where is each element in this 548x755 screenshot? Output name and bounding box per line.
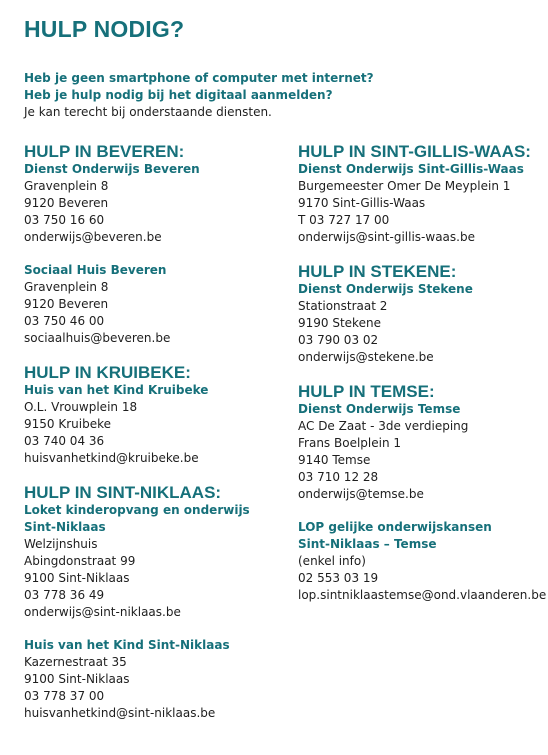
contact-block bbox=[24, 637, 286, 722]
section-heading: HULP IN TEMSE: bbox=[298, 382, 435, 401]
intro bbox=[24, 70, 524, 121]
section-hulp-in-kruibeke bbox=[24, 363, 286, 467]
address-line: Abingdonstraat 99 bbox=[24, 554, 136, 568]
email-address: huisvanhetkind@sint-niklaas.be bbox=[24, 706, 216, 720]
intro-question-help: Heb je hulp nodig bij het digitaal aanmelden? bbox=[24, 88, 333, 102]
organization-name: Huis van het Kind Sint-Niklaas bbox=[24, 638, 230, 652]
contact-block bbox=[298, 401, 544, 503]
organization-name: Dienst Onderwijs Sint-Gillis-Waas bbox=[298, 162, 524, 176]
contact-block bbox=[298, 281, 544, 366]
section-hulp-in-beveren bbox=[24, 142, 286, 347]
organization-name: Dienst Onderwijs Temse bbox=[298, 402, 461, 416]
left-column bbox=[24, 142, 286, 738]
email-address: lop.sintniklaastemse@ond.vlaanderen.be bbox=[298, 588, 547, 602]
phone-number: 03 750 16 60 bbox=[24, 213, 105, 227]
address-line: 9100 Sint-Niklaas bbox=[24, 571, 130, 585]
organization-name: Loket kinderopvang en onderwijs bbox=[24, 503, 250, 517]
contact-block bbox=[24, 161, 286, 246]
section-hulp-in-sint-gillis-waas bbox=[298, 142, 544, 246]
address-line: 9150 Kruibeke bbox=[24, 417, 111, 431]
organization-name: Huis van het Kind Kruibeke bbox=[24, 383, 209, 397]
address-line: Welzijnshuis bbox=[24, 537, 98, 551]
organization-name: Sint-Niklaas – Temse bbox=[298, 537, 437, 551]
phone-number: 03 778 36 49 bbox=[24, 588, 105, 602]
contact-block bbox=[298, 519, 547, 604]
organization-name: LOP gelijke onderwijskansen bbox=[298, 520, 492, 534]
address-line: 9120 Beveren bbox=[24, 297, 109, 311]
organization-name: Sint-Niklaas bbox=[24, 520, 106, 534]
contact-block bbox=[24, 382, 286, 467]
contact-block bbox=[298, 161, 544, 246]
contact-block bbox=[24, 502, 286, 621]
address-line: Burgemeester Omer De Meyplein 1 bbox=[298, 179, 511, 193]
organization-name: Dienst Onderwijs Stekene bbox=[298, 282, 473, 296]
address-line: 9190 Stekene bbox=[298, 316, 381, 330]
section-hulp-in-stekene bbox=[298, 262, 544, 366]
section-hulp-in-sint-niklaas bbox=[24, 483, 286, 722]
intro-question-smartphone: Heb je geen smartphone of computer met internet? bbox=[24, 71, 374, 85]
address-line: 9120 Beveren bbox=[24, 196, 109, 210]
section-heading: HULP IN SINT-NIKLAAS: bbox=[24, 483, 222, 502]
address-line: 9140 Temse bbox=[298, 453, 371, 467]
section-heading: HULP IN SINT-GILLIS-WAAS: bbox=[298, 142, 531, 161]
intro-text: Je kan terecht bij onderstaande diensten. bbox=[24, 105, 272, 119]
address-line: Kazernestraat 35 bbox=[24, 655, 127, 669]
address-line: (enkel info) bbox=[298, 554, 366, 568]
contact-block bbox=[24, 262, 286, 347]
email-address: huisvanhetkind@kruibeke.be bbox=[24, 451, 199, 465]
organization-name: Sociaal Huis Beveren bbox=[24, 263, 167, 277]
phone-number: T 03 727 17 00 bbox=[298, 213, 390, 227]
email-address: onderwijs@temse.be bbox=[298, 487, 424, 501]
phone-number: 03 790 03 02 bbox=[298, 333, 379, 347]
phone-number: 03 710 12 28 bbox=[298, 470, 379, 484]
phone-number: 02 553 03 19 bbox=[298, 571, 379, 585]
organization-name: Dienst Onderwijs Beveren bbox=[24, 162, 200, 176]
address-line: Frans Boelplein 1 bbox=[298, 436, 402, 450]
address-line: Gravenplein 8 bbox=[24, 280, 109, 294]
email-address: onderwijs@sint-niklaas.be bbox=[24, 605, 181, 619]
address-line: O.L. Vrouwplein 18 bbox=[24, 400, 138, 414]
section-heading: HULP IN KRUIBEKE: bbox=[24, 363, 191, 382]
section-heading: HULP IN BEVEREN: bbox=[24, 142, 185, 161]
section-heading: HULP IN STEKENE: bbox=[298, 262, 457, 281]
section-hulp-in-temse bbox=[298, 382, 547, 604]
address-line: 9170 Sint-Gillis-Waas bbox=[298, 196, 426, 210]
address-line: Stationstraat 2 bbox=[298, 299, 388, 313]
address-line: Gravenplein 8 bbox=[24, 179, 109, 193]
right-column bbox=[298, 142, 547, 620]
email-address: onderwijs@beveren.be bbox=[24, 230, 162, 244]
address-line: AC De Zaat - 3de verdieping bbox=[298, 419, 469, 433]
email-address: onderwijs@stekene.be bbox=[298, 350, 434, 364]
email-address: onderwijs@sint-gillis-waas.be bbox=[298, 230, 475, 244]
address-line: 9100 Sint-Niklaas bbox=[24, 672, 130, 686]
phone-number: 03 750 46 00 bbox=[24, 314, 105, 328]
phone-number: 03 740 04 36 bbox=[24, 434, 105, 448]
phone-number: 03 778 37 00 bbox=[24, 689, 105, 703]
email-address: sociaalhuis@beveren.be bbox=[24, 331, 171, 345]
page-title: HULP NODIG? bbox=[24, 16, 185, 42]
